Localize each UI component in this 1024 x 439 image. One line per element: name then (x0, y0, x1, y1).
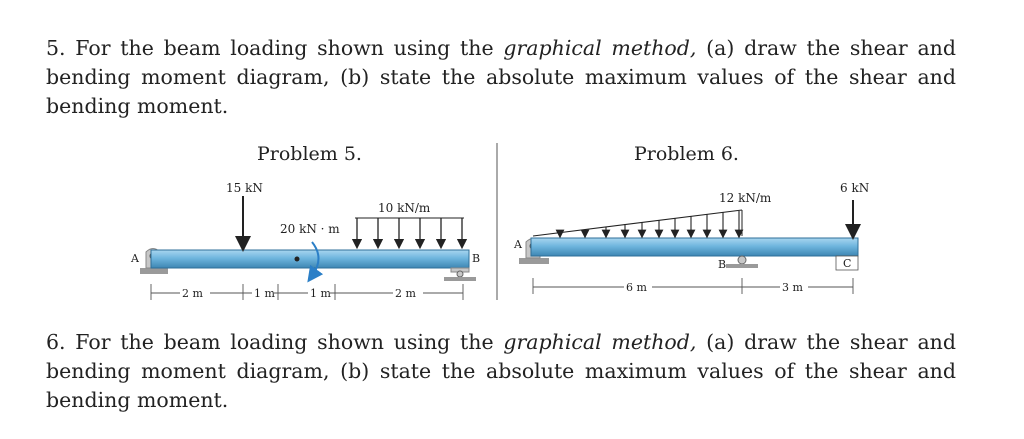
support-b-label: B (472, 252, 481, 265)
problem-5-method: graphical method, (503, 36, 697, 60)
problem-6-statement (46, 328, 956, 415)
triangular-load-line (533, 210, 742, 236)
support-a6-label: A (514, 238, 522, 251)
problem-6-intro: 6. For the beam loading shown using the (46, 330, 504, 354)
problem-5-rest: (a) draw the shear and bending moment diagram, (b) state the absolute maximum values of the shear and bending moment. (46, 36, 957, 118)
problem-6-rest: (a) draw the shear and bending moment diagram, (b) state the absolute maximum values of the shear and bending moment. (46, 330, 957, 412)
roller-support-b (444, 268, 476, 281)
couple-label: 20 kN · m (280, 222, 340, 236)
problem-5-intro: 5. For the beam loading shown using the (46, 36, 504, 60)
dim-label-5-2: 1 m (254, 287, 275, 300)
support-b6-label: B (718, 258, 727, 271)
support-a-label: A (131, 252, 139, 265)
dist-load-label: 10 kN/m (378, 201, 431, 215)
dim-label-6-1: 6 m (626, 281, 647, 294)
point-load-label: 15 kN (226, 181, 263, 195)
dim-label-5-4: 2 m (395, 287, 416, 300)
triangular-load-arrows (560, 211, 739, 234)
beam-6 (531, 238, 858, 256)
dist-load-arrows (357, 218, 462, 244)
point-load-6-label: 6 kN (840, 181, 870, 195)
beam-5 (151, 250, 469, 268)
roller-support-b-6 (726, 256, 758, 268)
dim-label-6-2: 3 m (782, 281, 803, 294)
triangular-load-label: 12 kN/m (719, 191, 772, 205)
support-c-label: C (843, 257, 852, 270)
problem-5-figure (130, 181, 480, 300)
problem-5-caption: Problem 5. (257, 143, 362, 165)
dim-label-5-3: 1 m (310, 287, 331, 300)
couple-point (295, 257, 300, 262)
problem-6-figure (513, 181, 869, 294)
dim-label-5-1: 2 m (182, 287, 203, 300)
problem-6-method: graphical method, (503, 330, 697, 354)
problem-6-caption: Problem 6. (634, 143, 739, 165)
